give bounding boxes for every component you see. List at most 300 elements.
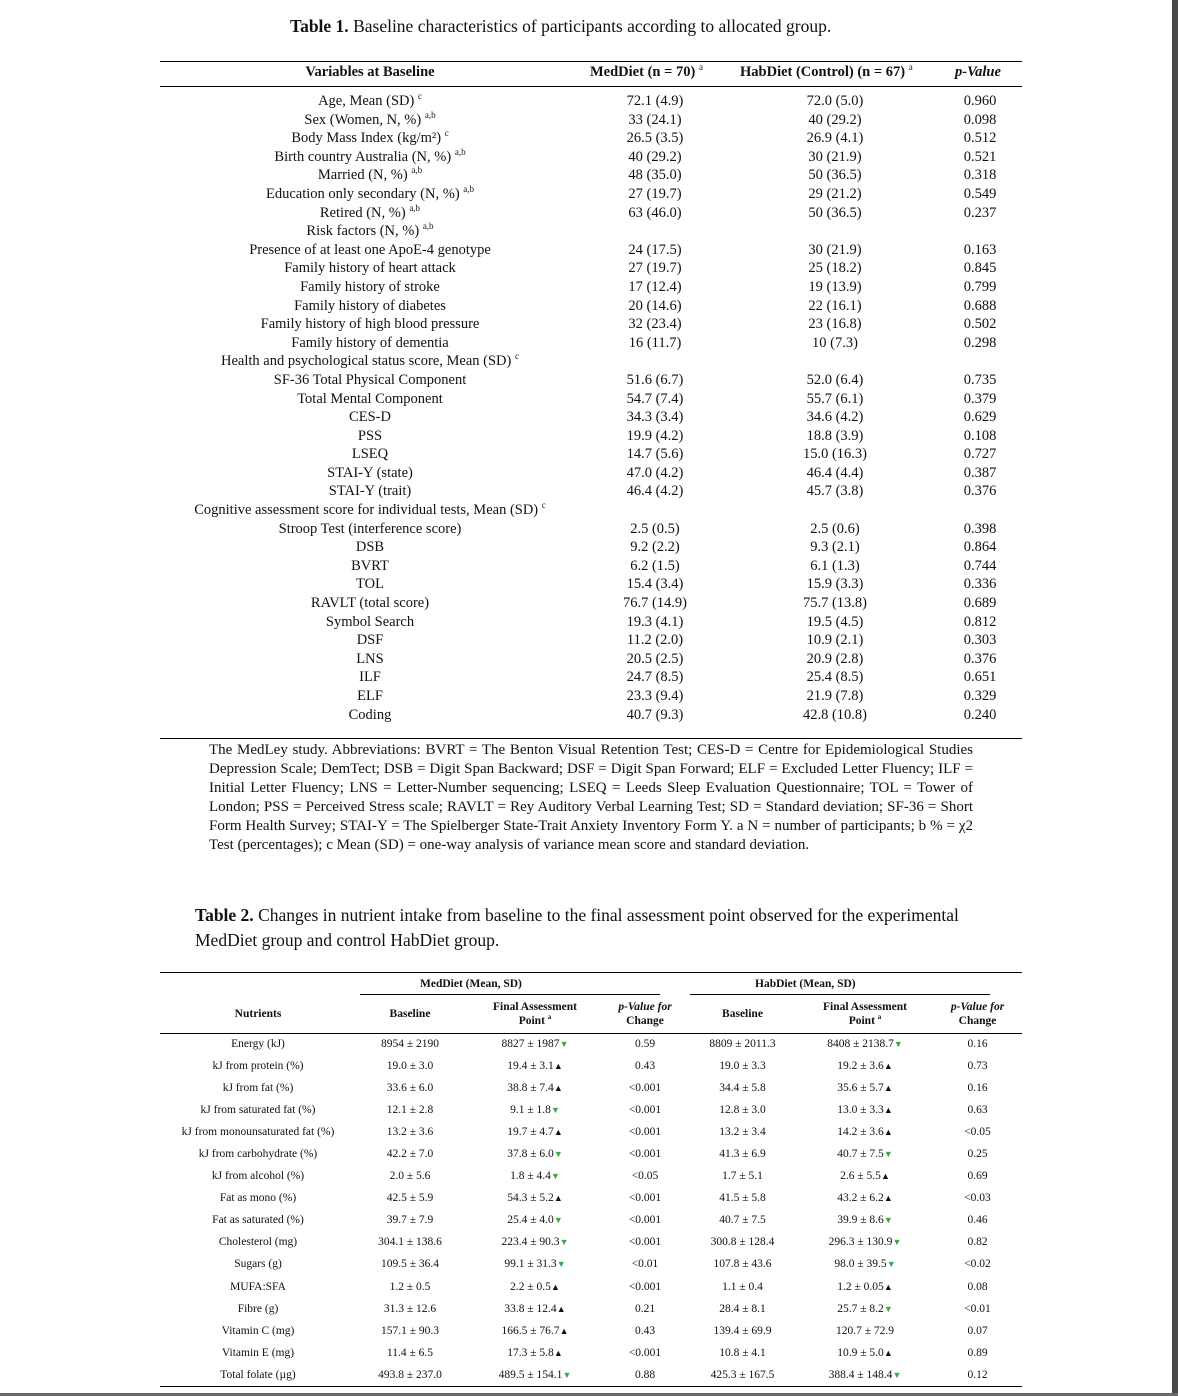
row-label: Family history of dementia <box>291 334 449 351</box>
med-baseline: 19.0 ± 3.0 <box>386 1060 434 1073</box>
med-pchange: <0.01 <box>631 1258 659 1271</box>
hab-pchange: 0.12 <box>967 1368 988 1381</box>
med-pchange: <0.001 <box>628 1148 662 1161</box>
nutrient-name: kJ from fat (%) <box>222 1082 294 1095</box>
med-pchange: 0.88 <box>634 1368 656 1381</box>
row-pvalue: 0.960 <box>963 93 997 109</box>
row-pvalue: 0.651 <box>963 669 997 686</box>
hab-final: 8408 ± 2138.7▼ <box>827 1038 903 1050</box>
row-label: Retired (N, %) $^{a,b}$ <box>319 202 421 221</box>
row-habdiet-value: 55.7 (6.1) <box>806 390 864 407</box>
row-habdiet-value: 45.7 (3.8) <box>806 483 864 500</box>
hab-baseline: 12.8 ± 3.0 <box>719 1104 766 1117</box>
decrease-arrow-icon: ▼ <box>559 1237 569 1248</box>
hab-final: 10.9 ± 5.0▲ <box>837 1346 893 1359</box>
med-pchange: <0.05 <box>631 1170 659 1183</box>
table1-row <box>160 222 1022 241</box>
increase-arrow-icon: ▲ <box>559 1325 569 1336</box>
hab-final: 14.2 ± 3.6▲ <box>837 1126 893 1139</box>
row-pvalue: 0.163 <box>963 241 997 258</box>
row-habdiet-value: 40 (29.2) <box>808 111 862 128</box>
hab-final: 296.3 ± 130.9▼ <box>828 1236 902 1249</box>
header-pvalue: p-Value <box>955 64 1001 80</box>
table1-row <box>160 129 1022 148</box>
nutrient-name: kJ from monounsaturated fat (%) <box>181 1126 335 1139</box>
row-habdiet-value: 72.0 (5.0) <box>806 93 864 109</box>
decrease-arrow-icon: ▼ <box>559 1039 569 1049</box>
med-baseline: 39.7 ± 7.9 <box>386 1214 434 1227</box>
hab-pchange: 0.89 <box>967 1346 988 1359</box>
table1-header <box>160 64 1022 86</box>
hab-baseline: 10.8 ± 4.1 <box>719 1346 766 1359</box>
table1-row <box>160 259 1022 278</box>
row-label: PSS <box>357 427 383 444</box>
header-hab-pchange: p-Value for Change <box>950 1001 1005 1027</box>
row-label: DSB <box>355 539 385 556</box>
med-pchange: 0.59 <box>634 1038 656 1050</box>
decrease-arrow-icon: ▼ <box>550 1105 560 1116</box>
med-pchange: <0.001 <box>628 1126 662 1139</box>
med-baseline: 12.1 ± 2.8 <box>386 1104 434 1117</box>
nutrient-name: kJ from saturated fat (%) <box>200 1104 316 1117</box>
table2-row <box>160 1231 1022 1253</box>
row-label: Birth country Australia (N, %) $^{a,b}$ <box>274 146 466 165</box>
row-meddiet-value: 34.3 (3.4) <box>626 409 684 426</box>
decrease-arrow-icon: ▼ <box>883 1303 893 1314</box>
hab-pchange: <0.01 <box>964 1302 991 1315</box>
row-meddiet-value: 32 (23.4) <box>628 316 682 333</box>
row-habdiet-value: 30 (21.9) <box>808 241 862 258</box>
row-label: ELF <box>357 688 383 704</box>
nutrient-name: MUFA:SFA <box>230 1280 286 1293</box>
row-pvalue: 0.845 <box>963 260 997 277</box>
hab-final: 1.2 ± 0.05▲ <box>837 1280 893 1293</box>
med-final: 166.5 ± 76.7▲ <box>501 1324 569 1337</box>
hab-pchange: 0.69 <box>967 1170 988 1183</box>
table1-row <box>160 501 1022 520</box>
row-pvalue: 0.398 <box>963 520 997 537</box>
table2-group-rule-med <box>360 994 660 995</box>
hab-pchange: 0.07 <box>967 1324 988 1337</box>
row-meddiet-value: 9.2 (2.2) <box>630 539 680 556</box>
table2-group-rule-hab <box>690 994 990 995</box>
nutrient-name: Cholesterol (mg) <box>218 1236 298 1249</box>
hab-pchange: 0.46 <box>967 1214 988 1227</box>
table1-row <box>160 613 1022 632</box>
table1-row <box>160 371 1022 390</box>
row-label: Presence of at least one ApoE-4 genotype <box>249 241 491 258</box>
row-meddiet-value: 76.7 (14.9) <box>622 595 688 612</box>
med-pchange: 0.21 <box>634 1302 656 1315</box>
row-label: Total Mental Component <box>297 390 443 407</box>
row-habdiet-value: 18.8 (3.9) <box>806 427 864 444</box>
hab-pchange: 0.73 <box>967 1060 988 1073</box>
hab-baseline: 107.8 ± 43.6 <box>713 1258 772 1271</box>
row-pvalue: 0.318 <box>963 167 997 184</box>
med-final: 38.8 ± 7.4▲ <box>507 1082 563 1095</box>
nutrient-name: kJ from carbohydrate (%) <box>198 1148 318 1161</box>
increase-arrow-icon: ▲ <box>883 1105 893 1116</box>
increase-arrow-icon: ▲ <box>553 1347 563 1358</box>
row-label: Risk factors (N, %) $^{a,b}$ <box>306 221 434 240</box>
table1-row <box>160 668 1022 687</box>
row-meddiet-value: 27 (19.7) <box>628 260 682 277</box>
hab-final: 120.7 ± 72.9 <box>835 1324 895 1337</box>
row-label: LNS <box>356 650 384 667</box>
hab-baseline: 139.4 ± 69.9 <box>713 1324 772 1337</box>
nutrient-name: kJ from protein (%) <box>212 1060 304 1073</box>
row-habdiet-value: 29 (21.2) <box>808 185 862 202</box>
row-pvalue: 0.812 <box>963 613 997 630</box>
med-final: 9.1 ± 1.8▼ <box>510 1104 560 1117</box>
row-label: Married (N, %) $^{a,b}$ <box>317 165 423 184</box>
med-baseline: 2.0 ± 5.6 <box>389 1170 431 1183</box>
hab-final: 388.4 ± 148.4▼ <box>828 1368 902 1381</box>
table2-row <box>160 1077 1022 1099</box>
row-pvalue: 0.376 <box>963 650 997 667</box>
table1-row <box>160 464 1022 483</box>
row-label: Family history of high blood pressure <box>260 316 480 333</box>
hab-final: 35.6 ± 5.7▲ <box>837 1082 893 1095</box>
header-med-pchange: p-Value for Change <box>618 1001 672 1027</box>
table1-caption-text: Baseline characteristics of participants according to allocated group. <box>348 16 832 36</box>
nutrient-name: Vitamin C (mg) <box>221 1324 295 1337</box>
row-habdiet-value: 22 (16.1) <box>808 297 862 314</box>
med-baseline: 31.3 ± 12.6 <box>383 1302 437 1315</box>
table2-group-meddiet: MedDiet (Mean, SD) <box>420 978 522 990</box>
nutrient-name: kJ from alcohol (%) <box>211 1170 305 1183</box>
table1-row <box>160 297 1022 316</box>
table2-bottom-rule <box>160 1386 1022 1387</box>
med-pchange: 0.43 <box>634 1324 656 1337</box>
increase-arrow-icon: ▲ <box>883 1281 893 1292</box>
row-habdiet-value: 23 (16.8) <box>808 316 862 333</box>
med-final: 223.4 ± 90.3▼ <box>501 1236 569 1249</box>
med-final: 99.1 ± 31.3▼ <box>504 1258 566 1271</box>
row-pvalue: 0.298 <box>963 334 997 351</box>
hab-final: 98.0 ± 39.5▼ <box>834 1258 896 1271</box>
row-pvalue: 0.336 <box>963 576 997 593</box>
med-pchange: <0.001 <box>628 1214 662 1227</box>
row-pvalue: 0.240 <box>963 706 997 723</box>
table1-row <box>160 687 1022 706</box>
decrease-arrow-icon: ▼ <box>553 1215 563 1226</box>
med-pchange: <0.001 <box>628 1236 662 1249</box>
hab-pchange: <0.03 <box>964 1192 991 1205</box>
row-pvalue: 0.629 <box>963 409 997 426</box>
table1-row <box>160 334 1022 353</box>
row-meddiet-value: 15.4 (3.4) <box>626 576 684 593</box>
increase-arrow-icon: ▲ <box>556 1303 566 1314</box>
row-pvalue: 0.689 <box>963 595 997 612</box>
header-hab-baseline: Baseline <box>722 1008 763 1020</box>
increase-arrow-icon: ▲ <box>880 1171 890 1182</box>
med-final: 8827 ± 1987▼ <box>501 1038 569 1050</box>
row-habdiet-value: 19.5 (4.5) <box>806 613 864 630</box>
hab-final: 40.7 ± 7.5▼ <box>837 1148 893 1161</box>
row-label: Health and psychological status score, Mean (SD) $^c$ <box>221 351 519 370</box>
med-pchange: <0.001 <box>628 1346 662 1359</box>
row-meddiet-value: 27 (19.7) <box>628 185 682 202</box>
row-meddiet-value: 6.2 (1.5) <box>630 557 680 574</box>
row-meddiet-value: 46.4 (4.2) <box>626 483 684 500</box>
table1-row <box>160 92 1022 111</box>
row-habdiet-value: 75.7 (13.8) <box>802 595 868 612</box>
table2-row <box>160 1187 1022 1209</box>
table1-row <box>160 427 1022 446</box>
decrease-arrow-icon: ▼ <box>562 1369 572 1380</box>
row-label: Family history of stroke <box>300 278 440 295</box>
table1-caption-label: Table 1. <box>290 16 349 36</box>
decrease-arrow-icon: ▼ <box>883 1149 893 1160</box>
table2-row <box>160 1165 1022 1187</box>
row-habdiet-value: 15.9 (3.3) <box>806 576 864 593</box>
row-label: STAI-Y (trait) <box>328 483 412 500</box>
nutrient-name: Fat as saturated (%) <box>212 1214 304 1227</box>
hab-baseline: 41.3 ± 6.9 <box>719 1148 766 1161</box>
med-final: 2.2 ± 0.5▲ <box>510 1280 560 1293</box>
decrease-arrow-icon: ▼ <box>886 1259 896 1270</box>
med-baseline: 493.8 ± 237.0 <box>378 1368 442 1381</box>
row-habdiet-value: 26.9 (4.1) <box>806 130 864 147</box>
table1-header-rule <box>160 86 1022 87</box>
med-final: 19.7 ± 4.7▲ <box>507 1126 563 1139</box>
table1-row <box>160 315 1022 334</box>
table2-row <box>160 1143 1022 1165</box>
hab-final: 39.9 ± 8.6▼ <box>837 1214 893 1227</box>
row-habdiet-value: 52.0 (6.4) <box>806 371 864 388</box>
row-meddiet-value: 24.7 (8.5) <box>626 669 684 686</box>
row-label: BVRT <box>351 557 389 574</box>
row-label: Age, Mean (SD) $^c$ <box>318 91 422 109</box>
header-med-baseline: Baseline <box>389 1008 431 1020</box>
table2-row <box>160 1121 1022 1143</box>
increase-arrow-icon: ▲ <box>883 1127 893 1138</box>
row-meddiet-value: 20.5 (2.5) <box>626 650 684 667</box>
med-pchange: <0.001 <box>628 1082 662 1095</box>
table1-row <box>160 204 1022 223</box>
hab-final: 43.2 ± 6.2▲ <box>837 1192 893 1205</box>
table1-row <box>160 408 1022 427</box>
decrease-arrow-icon: ▼ <box>550 1171 560 1182</box>
row-pvalue: 0.379 <box>963 390 997 407</box>
table2-row <box>160 1320 1022 1342</box>
row-label: Sex (Women, N, %) $^{a,b}$ <box>304 109 436 128</box>
row-pvalue: 0.744 <box>963 557 997 574</box>
row-habdiet-value: 25.4 (8.5) <box>806 669 864 686</box>
med-final: 37.8 ± 6.0▼ <box>507 1148 563 1161</box>
row-habdiet-value: 15.0 (16.3) <box>802 446 868 463</box>
row-label: TOL <box>356 576 384 593</box>
row-meddiet-value: 17 (12.4) <box>628 278 682 295</box>
med-final: 19.4 ± 3.1▲ <box>507 1060 563 1073</box>
decrease-arrow-icon: ▼ <box>556 1259 566 1270</box>
increase-arrow-icon: ▲ <box>883 1193 893 1204</box>
row-meddiet-value: 54.7 (7.4) <box>626 390 684 407</box>
table1-row <box>160 185 1022 204</box>
row-meddiet-value: 63 (46.0) <box>628 204 682 221</box>
table1-row <box>160 594 1022 613</box>
row-meddiet-value: 47.0 (4.2) <box>626 464 684 481</box>
med-pchange: <0.001 <box>628 1280 662 1293</box>
table1-row <box>160 352 1022 371</box>
table2-body <box>160 1033 1022 1386</box>
increase-arrow-icon: ▲ <box>553 1083 563 1094</box>
row-meddiet-value: 19.9 (4.2) <box>626 427 684 444</box>
hab-baseline: 8809 ± 2011.3 <box>709 1038 776 1050</box>
nutrient-name: Total folate (µg) <box>220 1368 296 1381</box>
hab-baseline: 1.1 ± 0.4 <box>722 1280 763 1293</box>
med-pchange: 0.43 <box>634 1060 656 1073</box>
hab-final: 2.6 ± 5.5▲ <box>840 1170 890 1183</box>
med-baseline: 8954 ± 2190 <box>380 1038 440 1050</box>
increase-arrow-icon: ▲ <box>883 1061 893 1072</box>
row-label: Family history of heart attack <box>284 260 456 277</box>
row-meddiet-value: 40.7 (9.3) <box>626 706 684 723</box>
row-meddiet-value: 48 (35.0) <box>628 167 682 184</box>
row-label: CES-D <box>349 409 391 426</box>
table2-group-habdiet: HabDiet (Mean, SD) <box>755 978 856 990</box>
table1-row <box>160 111 1022 130</box>
table2-row <box>160 1298 1022 1320</box>
table1-footnote: The MedLey study. Abbreviations: BVRT = The Benton Visual Retention Test; CES-D = Centre for Epidemiological Studies Depression Scale; DemTect; DSB = Digit Span Backward; DSF = Digit Span Forward; ELF = Excluded Letter Fluency; ILF = Initial Letter Fluency; LNS = Letter-Number sequencing; LSEQ = Leeds Sleep Evaluation Questionnaire; TOL = Tower of London; PSS = Perceived Stress scale; RAVLT = Rey Auditory Verbal Learning Test; SD = Standard deviation; SF-36 = Short Form Health Survey; STAI-Y = The Spielberger State-Trait Anxiety Inventory Form Y. a N = number of participants; b % = χ2 Test (percentages); c Mean (SD) = one-way analysis of variance mean score and standard deviation. <box>209 742 973 853</box>
hab-final: 13.0 ± 3.3▲ <box>837 1104 893 1117</box>
row-meddiet-value: 26.5 (3.5) <box>626 130 684 147</box>
row-pvalue: 0.549 <box>963 185 997 202</box>
table1-row <box>160 241 1022 260</box>
header-variables: Variables at Baseline <box>305 64 435 80</box>
table2-caption <box>195 903 995 953</box>
row-meddiet-value: 11.2 (2.0) <box>626 632 684 649</box>
med-final: 489.5 ± 154.1▼ <box>498 1368 572 1381</box>
nutrient-name: Fibre (g) <box>237 1302 279 1315</box>
row-meddiet-value: 51.6 (6.7) <box>626 371 684 388</box>
hab-pchange: 0.82 <box>967 1236 988 1249</box>
row-label: Cognitive assessment score for individual tests, Mean (SD) $^c$ <box>194 500 546 519</box>
row-meddiet-value: 19.3 (4.1) <box>626 613 684 630</box>
med-baseline: 13.2 ± 3.6 <box>386 1126 434 1139</box>
hab-pchange: 0.25 <box>967 1148 988 1161</box>
row-habdiet-value: 6.1 (1.3) <box>810 557 860 574</box>
row-habdiet-value: 19 (13.9) <box>808 278 862 295</box>
table2-row <box>160 1342 1022 1364</box>
header-habdiet: HabDiet (Control) (n = 67) $^a$ <box>740 62 913 80</box>
row-habdiet-value: 21.9 (7.8) <box>806 688 864 704</box>
row-meddiet-value: 33 (24.1) <box>628 111 682 128</box>
row-label: DSF <box>356 632 384 649</box>
table1-row <box>160 575 1022 594</box>
hab-pchange: 0.63 <box>967 1104 988 1117</box>
row-habdiet-value: 42.8 (10.8) <box>802 706 868 723</box>
hab-baseline: 300.8 ± 128.4 <box>710 1236 775 1249</box>
table1-row <box>160 148 1022 167</box>
row-meddiet-value: 72.1 (4.9) <box>626 93 684 109</box>
increase-arrow-icon: ▲ <box>553 1061 563 1072</box>
increase-arrow-icon: ▲ <box>553 1127 563 1138</box>
decrease-arrow-icon: ▼ <box>553 1149 563 1160</box>
row-pvalue: 0.521 <box>963 148 997 165</box>
row-pvalue: 0.376 <box>963 483 997 500</box>
table1-row <box>160 445 1022 464</box>
table2-row <box>160 1033 1022 1055</box>
hab-pchange: <0.02 <box>964 1258 991 1271</box>
increase-arrow-icon: ▲ <box>883 1083 893 1094</box>
table2-row <box>160 1253 1022 1275</box>
table2-top-rule <box>160 972 1022 973</box>
row-label: Body Mass Index (kg/m²) $^c$ <box>291 128 449 147</box>
hab-baseline: 19.0 ± 3.3 <box>719 1060 766 1073</box>
med-baseline: 42.5 ± 5.9 <box>386 1192 434 1205</box>
nutrient-name: Fat as mono (%) <box>219 1192 297 1205</box>
row-pvalue: 0.727 <box>963 446 997 463</box>
row-label: Coding <box>348 706 392 723</box>
table1-top-rule <box>160 61 1022 62</box>
row-pvalue: 0.329 <box>963 688 997 704</box>
row-habdiet-value: 20.9 (2.8) <box>806 650 864 667</box>
row-meddiet-value: 2.5 (0.5) <box>630 520 680 537</box>
row-pvalue: 0.108 <box>963 427 997 444</box>
med-final: 54.3 ± 5.2▲ <box>507 1192 563 1205</box>
row-meddiet-value: 16 (11.7) <box>628 334 682 351</box>
med-baseline: 1.2 ± 0.5 <box>389 1280 431 1293</box>
med-baseline: 304.1 ± 138.6 <box>378 1236 442 1249</box>
table2-row <box>160 1209 1022 1231</box>
table2-caption-text: Changes in nutrient intake from baseline to the final assessment point observed for the experimental MedDiet group and control HabDiet group. <box>195 905 959 950</box>
hab-pchange: 0.16 <box>967 1082 988 1095</box>
table2-row <box>160 1055 1022 1077</box>
hab-baseline: 13.2 ± 3.4 <box>719 1126 766 1139</box>
decrease-arrow-icon: ▼ <box>892 1369 902 1380</box>
row-label: LSEQ <box>351 446 389 463</box>
table1-caption <box>290 16 831 37</box>
row-label: ILF <box>359 669 381 686</box>
table1-row <box>160 390 1022 409</box>
table1-row <box>160 166 1022 185</box>
table1-row <box>160 557 1022 576</box>
table1-body <box>160 92 1022 724</box>
hab-final: 19.2 ± 3.6▲ <box>837 1060 893 1073</box>
row-pvalue: 0.688 <box>963 297 997 314</box>
med-pchange: <0.001 <box>628 1192 662 1205</box>
row-habdiet-value: 30 (21.9) <box>808 148 862 165</box>
row-pvalue: 0.303 <box>963 632 997 649</box>
header-med-final: Final Assessment Point $^a$ <box>492 1001 578 1027</box>
hab-baseline: 34.4 ± 5.8 <box>719 1082 766 1095</box>
row-meddiet-value: 40 (29.2) <box>628 148 682 165</box>
increase-arrow-icon: ▲ <box>883 1347 893 1358</box>
increase-arrow-icon: ▲ <box>550 1281 560 1292</box>
med-final: 17.3 ± 5.8▲ <box>507 1346 563 1359</box>
hab-baseline: 1.7 ± 5.1 <box>722 1170 763 1183</box>
row-label: Family history of diabetes <box>294 297 446 314</box>
row-label: RAVLT (total score) <box>310 595 430 612</box>
row-meddiet-value: 24 (17.5) <box>628 241 682 258</box>
row-pvalue: 0.237 <box>963 204 997 221</box>
table1-row <box>160 631 1022 650</box>
med-baseline: 157.1 ± 90.3 <box>380 1324 440 1337</box>
nutrient-name: Energy (kJ) <box>231 1038 285 1050</box>
med-final: 1.8 ± 4.4▼ <box>510 1170 560 1183</box>
row-habdiet-value: 46.4 (4.4) <box>806 464 864 481</box>
table1-bottom-rule <box>160 738 1022 739</box>
decrease-arrow-icon: ▼ <box>892 1237 902 1248</box>
row-label: Stroop Test (interference score) <box>278 520 462 537</box>
hab-baseline: 40.7 ± 7.5 <box>719 1214 766 1227</box>
row-habdiet-value: 50 (36.5) <box>808 167 862 184</box>
table1-row <box>160 650 1022 669</box>
nutrient-name: Vitamin E (mg) <box>221 1346 295 1359</box>
med-baseline: 109.5 ± 36.4 <box>380 1258 440 1271</box>
